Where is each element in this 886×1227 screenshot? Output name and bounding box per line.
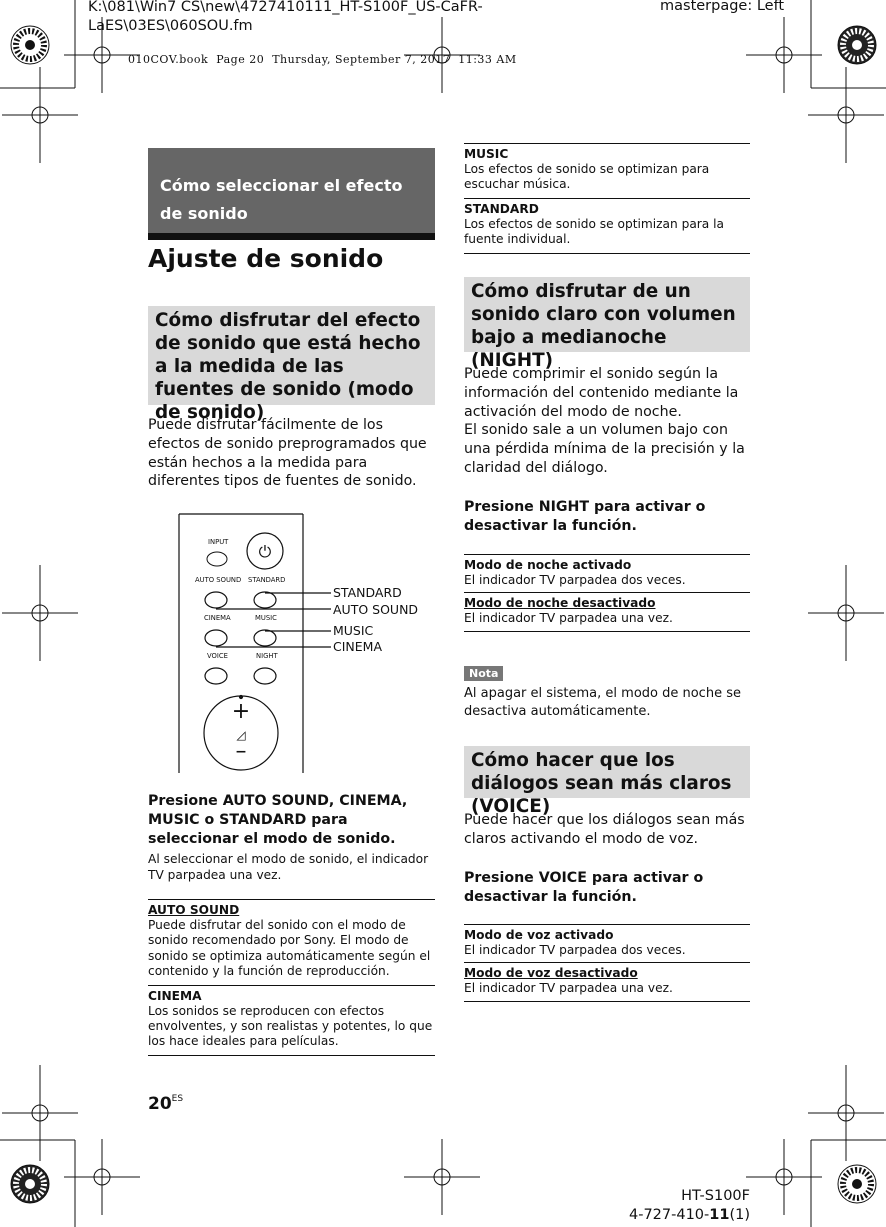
voice-desc: El indicador TV parpadea dos veces. xyxy=(464,943,686,957)
night-heading: Cómo disfrutar de un sonido claro con volumen bajo a medianoche (NIGHT) xyxy=(464,277,750,352)
callout-standard: STANDARD xyxy=(333,585,402,600)
night-body-1: Puede comprimir el sonido según la información del contenido mediante la activación del modo de noche. xyxy=(464,366,739,420)
nota-badge xyxy=(464,662,503,681)
mode-term: CINEMA xyxy=(148,988,202,1003)
voice-heading: Cómo hacer que los diálogos sean más claros (VOICE) xyxy=(464,746,750,798)
section-tab-underline xyxy=(148,233,435,240)
night-desc: El indicador TV parpadea una vez. xyxy=(464,611,673,626)
sound-mode-table-continued xyxy=(464,143,750,254)
callout-music: MUSIC xyxy=(333,623,374,638)
voice-term: Modo de voz desactivado xyxy=(464,966,638,981)
night-instruction: Presione NIGHT para activar o desactivar la función. xyxy=(464,499,706,534)
callout-cinema: CINEMA xyxy=(333,639,382,654)
mode-desc: Puede disfrutar del sonido con el modo de sonido recomendado por Sony. El modo de sonido se optimiza automáticamente según el contenido y la función de reproducción. xyxy=(148,918,431,979)
volume-plus-icon: + xyxy=(231,699,251,724)
voice-body: Puede hacer que los diálogos sean más claros activando el modo de voz. xyxy=(464,812,745,847)
remote-label-auto-sound: AUTO SOUND xyxy=(195,576,242,584)
remote-label-standard: STANDARD xyxy=(248,576,286,584)
table-row xyxy=(148,900,435,986)
section-tab: Cómo seleccionar el efecto de sonido xyxy=(148,148,435,233)
sound-mode-heading: Cómo disfrutar del efecto de sonido que está hecho a la medida de las fuentes de sonido (modo de sonido) xyxy=(148,306,435,405)
mode-desc: Los efectos de sonido se optimizan para escuchar música. xyxy=(464,162,710,192)
mode-term: STANDARD xyxy=(464,201,539,216)
remote-label-voice: VOICE xyxy=(207,652,228,660)
table-row xyxy=(464,963,750,1001)
remote-label-input: INPUT xyxy=(208,538,229,546)
remote-label-cinema: CINEMA xyxy=(204,614,231,622)
sound-mode-intro: Puede disfrutar fácilmente de los efectos de sonido preprogramados que están hechos a la medida para diferentes tipos de fuentes de sonido. xyxy=(148,417,427,490)
remote-label-night: NIGHT xyxy=(256,652,278,660)
voice-table xyxy=(464,924,750,1002)
part-suffix: (1) xyxy=(729,1207,750,1223)
night-term: Modo de noche activado xyxy=(464,558,632,572)
sound-mode-instruction: Presione AUTO SOUND, CINEMA, MUSIC o STANDARD para seleccionar el modo de sonido. xyxy=(148,793,408,847)
crosshair-marks xyxy=(2,17,884,1215)
table-row xyxy=(464,555,750,593)
volume-icon: ◿ xyxy=(236,728,246,742)
night-desc: El indicador TV parpadea dos veces. xyxy=(464,573,686,587)
page-number-suffix: ES xyxy=(171,1094,184,1104)
power-icon: ⏻ xyxy=(258,542,272,561)
masterpage-label: masterpage: Left xyxy=(660,0,785,14)
sound-mode-table xyxy=(148,899,435,1056)
table-row xyxy=(148,986,435,1056)
voice-instruction: Presione VOICE para activar o desactivar la función. xyxy=(464,870,704,905)
mode-desc: Los efectos de sonido se optimizan para la fuente individual. xyxy=(464,216,725,247)
file-path: K:\081\Win7 CS\new\4727410111_HT-S100F_US-CaFR-LaES\03ES\060SOU.fm xyxy=(88,0,483,34)
night-table xyxy=(464,554,750,632)
mode-desc: Los sonidos se reproducen con efectos envolventes, y son realistas y potentes, lo que los hace ideales para películas. xyxy=(148,1003,433,1049)
nota-label: Nota xyxy=(464,666,503,681)
book-info-line: 010COV.book Page 20 Thursday, September 7, 2017 11:33 AM xyxy=(128,53,517,66)
page-title: Ajuste de sonido xyxy=(148,244,384,273)
remote-illustration xyxy=(176,511,436,775)
page-number xyxy=(148,1094,183,1114)
mode-term: MUSIC xyxy=(464,147,509,161)
sound-mode-note: Al seleccionar el modo de sonido, el indicador TV parpadea una vez. xyxy=(148,852,429,882)
part-bold: 11 xyxy=(709,1207,730,1223)
remote-label-music: MUSIC xyxy=(255,614,277,622)
table-row xyxy=(464,593,750,631)
mode-term: AUTO SOUND xyxy=(148,903,240,917)
table-row xyxy=(464,925,750,963)
callout-auto-sound: AUTO SOUND xyxy=(333,602,419,617)
nota-text: Al apagar el sistema, el modo de noche se desactiva automáticamente. xyxy=(464,686,741,719)
volume-minus-icon: – xyxy=(235,739,247,764)
part-number xyxy=(600,1206,750,1225)
model-name: HT-S100F xyxy=(681,1188,750,1204)
night-body-2: El sonido sale a un volumen bajo con una pérdida mínima de la precisión y la claridad del diálogo. xyxy=(464,422,745,476)
page-number-value: 20 xyxy=(148,1094,172,1114)
voice-desc: El indicador TV parpadea una vez. xyxy=(464,981,673,996)
night-term: Modo de noche desactivado xyxy=(464,596,656,611)
table-row xyxy=(464,144,750,199)
model-info xyxy=(600,1187,750,1225)
table-row xyxy=(464,199,750,254)
voice-term: Modo de voz activado xyxy=(464,928,614,942)
part-prefix: 4-727-410- xyxy=(628,1207,710,1223)
